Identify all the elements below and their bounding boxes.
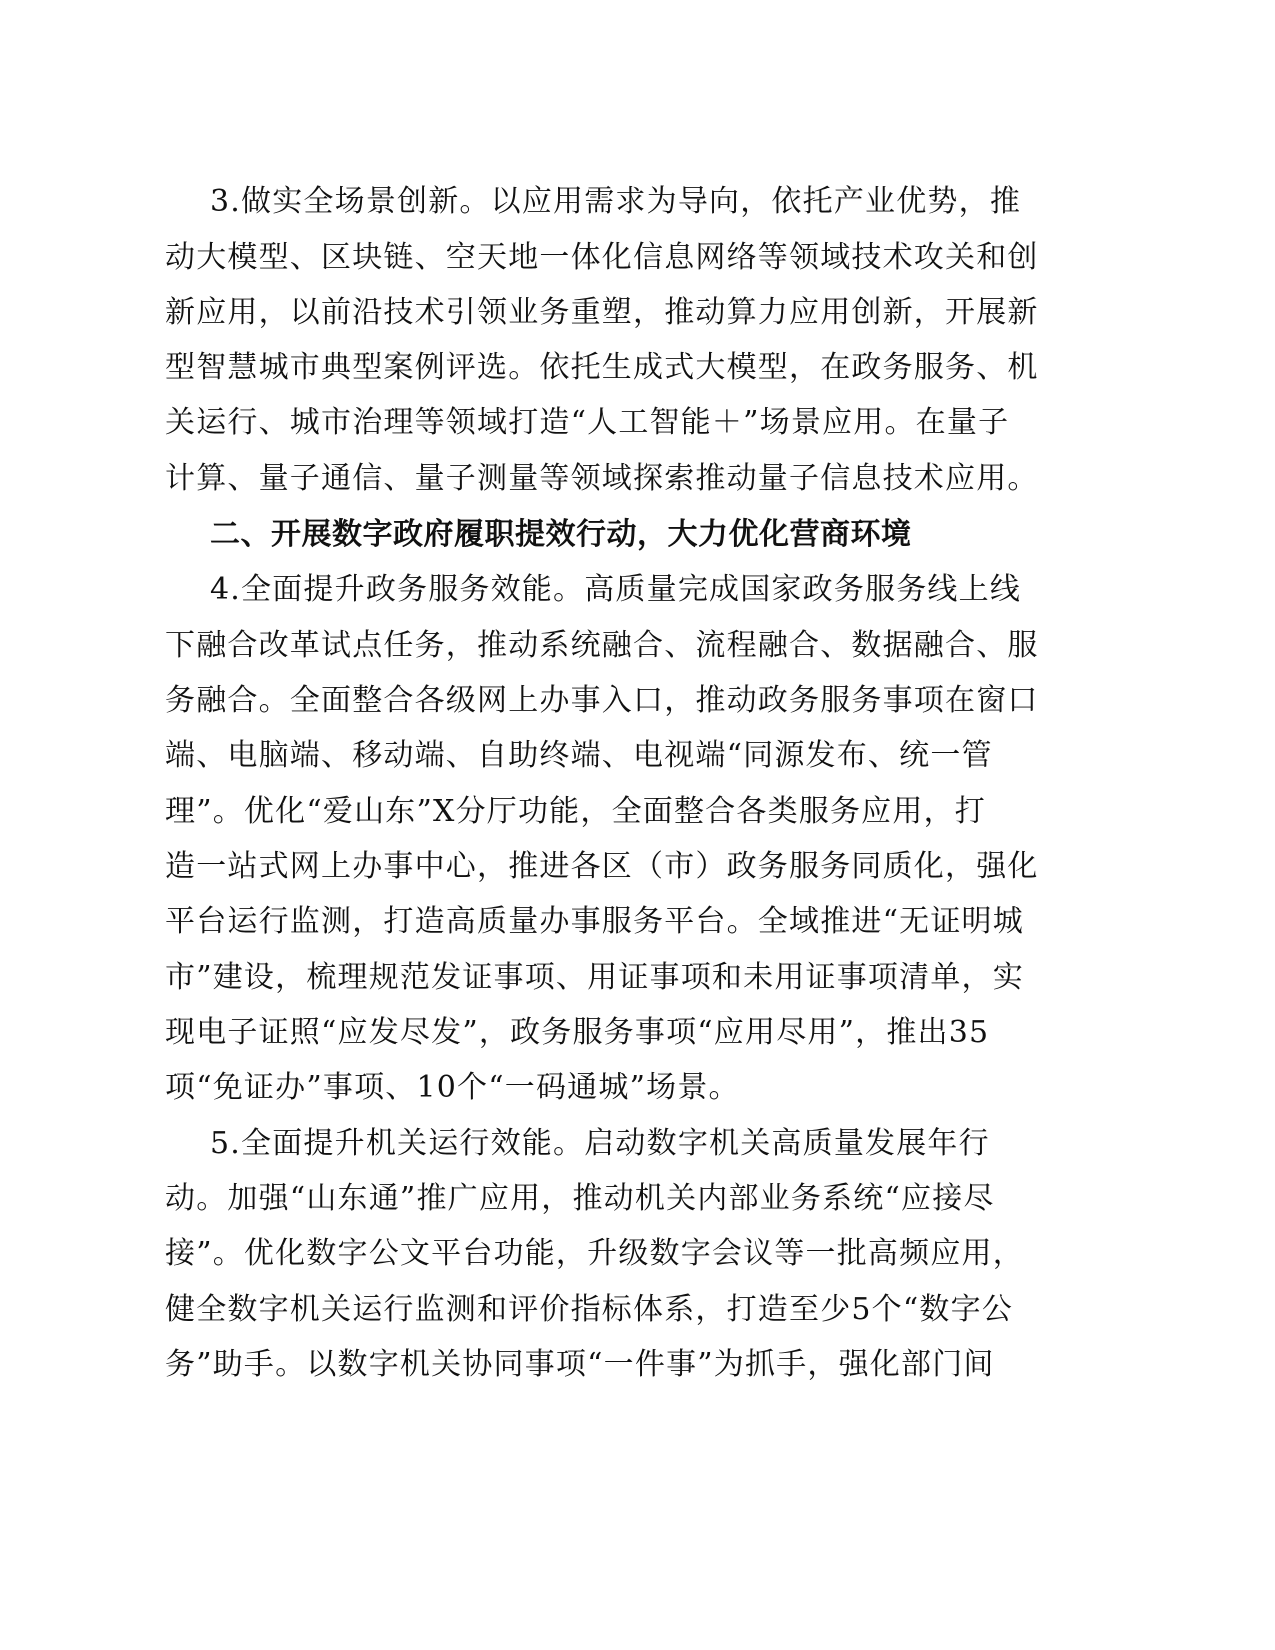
paragraph-5-line-3: 接”。优化数字公文平台功能，升级数字会议等一批高频应用， [165, 1236, 1024, 1271]
paragraph-3-line-1: 3.做实全场景创新。以应用需求为导向，依托产业优势，推 [210, 184, 1022, 219]
paragraph-4-line-9: 现电子证照“应发尽发”，政务服务事项“应用尽用”，推出35 [165, 1015, 990, 1050]
paragraph-3-line-6: 计算、量子通信、量子测量等领域探索推动量子信息技术应用。 [165, 461, 1039, 496]
paragraph-5-line-2: 动。加强“山东通”推广应用，推动机关内部业务系统“应接尽 [165, 1181, 995, 1216]
paragraph-5-line-5: 务”助手。以数字机关协同事项“一件事”为抓手，强化部门间 [165, 1347, 995, 1382]
paragraph-3-line-4: 型智慧城市典型案例评选。依托生成式大模型，在政务服务、机 [165, 350, 1039, 385]
paragraph-4-line-10: 项“免证办”事项、10个“一码通城”场景。 [165, 1070, 740, 1105]
paragraph-4-line-5: 理”。优化“爱山东”X分厅功能，全面整合各类服务应用，打 [165, 794, 986, 829]
section-heading-2: 二、开展数字政府履职提效行动，大力优化营商环境 [210, 517, 912, 552]
paragraph-4-line-7: 平台运行监测，打造高质量办事服务平台。全域推进“无证明城 [165, 904, 1024, 939]
paragraph-5-line-4: 健全数字机关运行监测和评价指标体系，打造至少5个“数字公 [165, 1292, 1014, 1327]
paragraph-5-line-1: 5.全面提升机关运行效能。启动数字机关高质量发展年行 [210, 1126, 990, 1161]
paragraph-3-line-3: 新应用，以前沿技术引领业务重塑，推动算力应用创新，开展新 [165, 295, 1039, 330]
paragraph-3-line-5: 关运行、城市治理等领域打造“人工智能＋”场景应用。在量子 [165, 405, 1010, 440]
paragraph-4-line-1: 4.全面提升政务服务效能。高质量完成国家政务服务线上线 [210, 572, 1022, 607]
paragraph-4-line-2: 下融合改革试点任务，推动系统融合、流程融合、数据融合、服 [165, 628, 1039, 663]
paragraph-4-line-8: 市”建设，梳理规范发证事项、用证事项和未用证事项清单，实 [165, 960, 1024, 995]
paragraph-3-line-2: 动大模型、区块链、空天地一体化信息网络等领域技术攻关和创 [165, 240, 1039, 275]
paragraph-4-line-3: 务融合。全面整合各级网上办事入口，推动政务服务事项在窗口 [165, 683, 1039, 718]
paragraph-4-line-6: 造一站式网上办事中心，推进各区（市）政务服务同质化，强化 [165, 849, 1039, 884]
paragraph-4-line-4: 端、电脑端、移动端、自助终端、电视端“同源发布、统一管 [165, 738, 993, 773]
